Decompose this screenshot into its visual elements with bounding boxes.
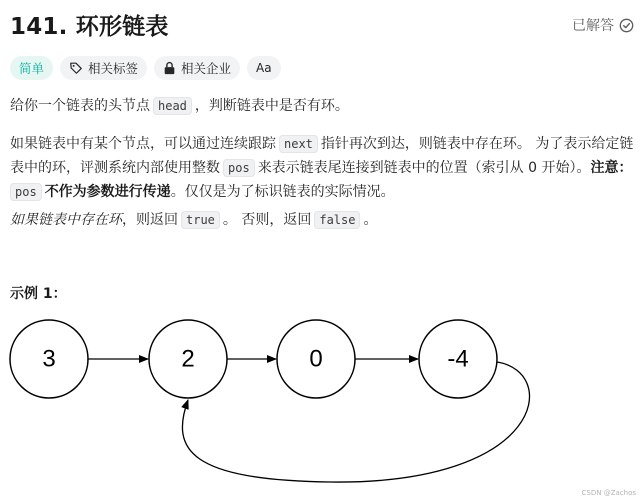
- inline-code: head: [153, 97, 192, 115]
- related-companies-label: 相关企业: [181, 61, 232, 76]
- note-label: 注意：: [590, 160, 633, 176]
- node-value: 2: [181, 345, 195, 373]
- problem-title: 141. 环形链表: [10, 14, 169, 40]
- description-paragraph-1: 给你一个链表的头节点 head ，判断链表中是否有环。: [10, 98, 349, 114]
- difficulty-tag[interactable]: [10, 56, 53, 80]
- list-node: [419, 320, 497, 398]
- node-value: 0: [309, 345, 323, 373]
- description-paragraph-3: 如果链表中存在环，则返回 true 。 否则，返回 false 。: [10, 212, 378, 228]
- list-node: [149, 320, 227, 398]
- tag-bar: [10, 56, 281, 80]
- solved-status: [572, 15, 634, 35]
- node-value: -4: [447, 345, 469, 373]
- check-circle-icon: [619, 18, 634, 33]
- list-node: [277, 320, 355, 398]
- emphasis-italic: 如果链表中存在环: [10, 212, 122, 228]
- node-value: 3: [42, 345, 56, 373]
- translate-icon: Aа: [256, 61, 272, 75]
- related-companies-button[interactable]: [154, 56, 240, 80]
- related-tags-label: 相关标签: [88, 61, 139, 76]
- emphasis-text: 不作为参数进行传递: [44, 184, 171, 200]
- linked-list-diagram: [0, 310, 642, 492]
- difficulty-label: 简单: [19, 61, 45, 76]
- description-paragraph-2: 如果链表中有某个节点，可以通过连续跟踪 next 指针再次到达，则链表中存在环。 为了表示给定链表中的环，评测系统内部使用整数 pos 来表示链表尾连接到链表中的位置（索引从 0 开始）。注意： pos 不作为参数进行传递。仅仅是为了标识链表的实际情况。: [10, 136, 634, 200]
- tag-icon: [69, 61, 83, 75]
- inline-code: next: [279, 135, 318, 153]
- example-title: 示例 1：: [10, 286, 67, 302]
- title-row: [10, 8, 636, 42]
- inline-code: true: [181, 211, 220, 229]
- inline-code: pos: [223, 159, 255, 177]
- solved-status-label: 已解答: [572, 18, 614, 34]
- watermark: CSDN @Zachos: [581, 489, 636, 497]
- related-tags-button[interactable]: [60, 56, 147, 80]
- translate-button[interactable]: [247, 56, 281, 80]
- inline-code: pos: [10, 183, 42, 201]
- lock-icon: [163, 61, 176, 75]
- inline-code: false: [314, 211, 360, 229]
- list-node: [10, 320, 88, 398]
